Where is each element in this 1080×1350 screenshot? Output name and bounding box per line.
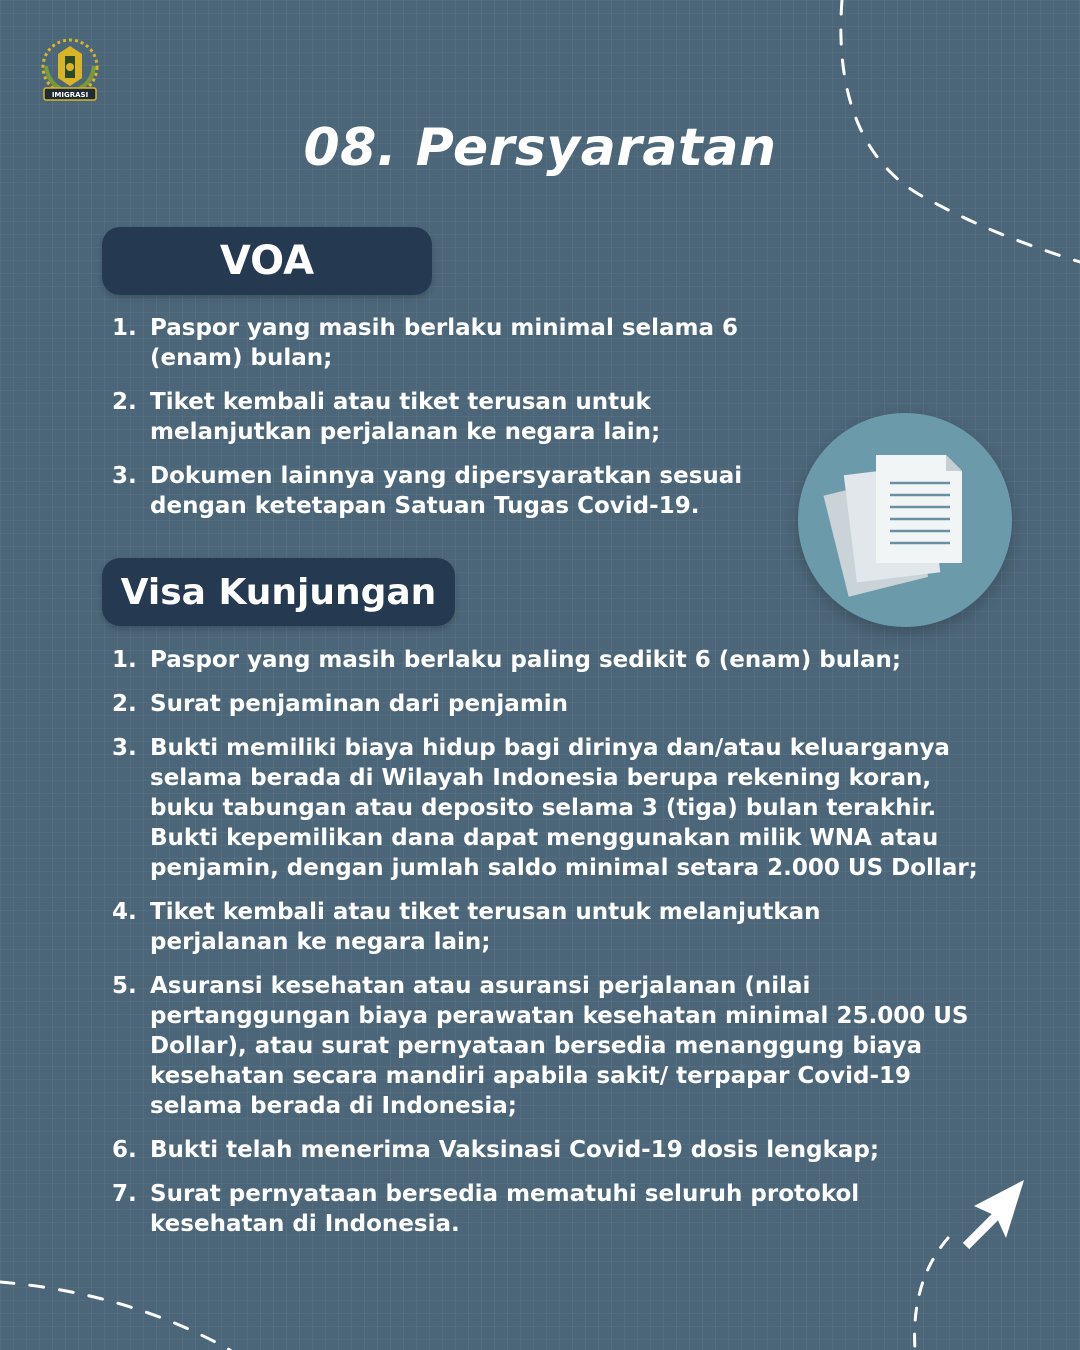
list-text: Tiket kembali atau tiket terusan untuk melanjutkan perjalanan ke negara lain; [150, 389, 661, 445]
imigrasi-emblem-icon [34, 36, 106, 104]
list-item [112, 897, 982, 957]
list-text: Surat pernyataan bersedia mematuhi seluruh protokol kesehatan di Indonesia. [150, 1181, 860, 1237]
list-text: Tiket kembali atau tiket terusan untuk melanjutkan perjalanan ke negara lain; [150, 899, 821, 955]
list-text: Surat penjaminan dari penjamin [150, 691, 569, 717]
list-item [112, 387, 802, 447]
list-item [112, 313, 802, 373]
cursor-arrow-icon [950, 1172, 1034, 1256]
visa-kunjungan-requirements-list [112, 645, 982, 1253]
list-item [112, 971, 982, 1121]
list-number: 4. [112, 899, 137, 925]
list-number: 1. [112, 647, 137, 673]
list-number: 2. [112, 691, 137, 717]
list-item [112, 645, 982, 675]
voa-requirements-list [112, 313, 802, 535]
list-number: 7. [112, 1181, 137, 1207]
section-heading-visa-kunjungan: Visa Kunjungan [102, 558, 455, 626]
list-number: 3. [112, 463, 137, 489]
page-title: 08. Persyaratan [303, 118, 777, 178]
list-text: Paspor yang masih berlaku minimal selama 6 (enam) bulan; [150, 315, 739, 371]
list-item [112, 1135, 982, 1165]
list-number: 5. [112, 973, 137, 999]
list-text: Bukti memiliki biaya hidup bagi dirinya dan/atau keluarganya selama berada di Wilayah Indonesia berupa rekening koran, buku tabungan atau deposito selama 3 (tiga) bulan terakhir. Bukti kepemilikan dana dapat menggunakan milik WNA atau penjamin, dengan jumlah saldo minimal setara 2.000 US Dollar; [150, 735, 978, 881]
list-item [112, 689, 982, 719]
list-item [112, 461, 802, 521]
list-number: 3. [112, 735, 137, 761]
list-text: Paspor yang masih berlaku paling sedikit 6 (enam) bulan; [150, 647, 902, 673]
list-text: Dokumen lainnya yang dipersyaratkan sesuai dengan ketetapan Satuan Tugas Covid-19. [150, 463, 743, 519]
list-number: 6. [112, 1137, 137, 1163]
list-text: Asuransi kesehatan atau asuransi perjalanan (nilai pertanggungan biaya perawatan kesehatan minimal 25.000 US Dollar), atau surat pernyataan bersedia menanggung biaya kesehatan secara mandiri apabila sakit/ terpapar Covid-19 selama berada di Indonesia; [150, 973, 969, 1119]
section-heading-voa: VOA [102, 227, 432, 295]
list-number: 1. [112, 315, 137, 341]
list-item [112, 733, 982, 883]
list-number: 2. [112, 389, 137, 415]
list-text: Bukti telah menerima Vaksinasi Covid-19 dosis lengkap; [150, 1137, 880, 1163]
list-item [112, 1179, 982, 1239]
logo-caption: IMIGRASI [51, 91, 89, 99]
documents-icon [798, 413, 1012, 627]
